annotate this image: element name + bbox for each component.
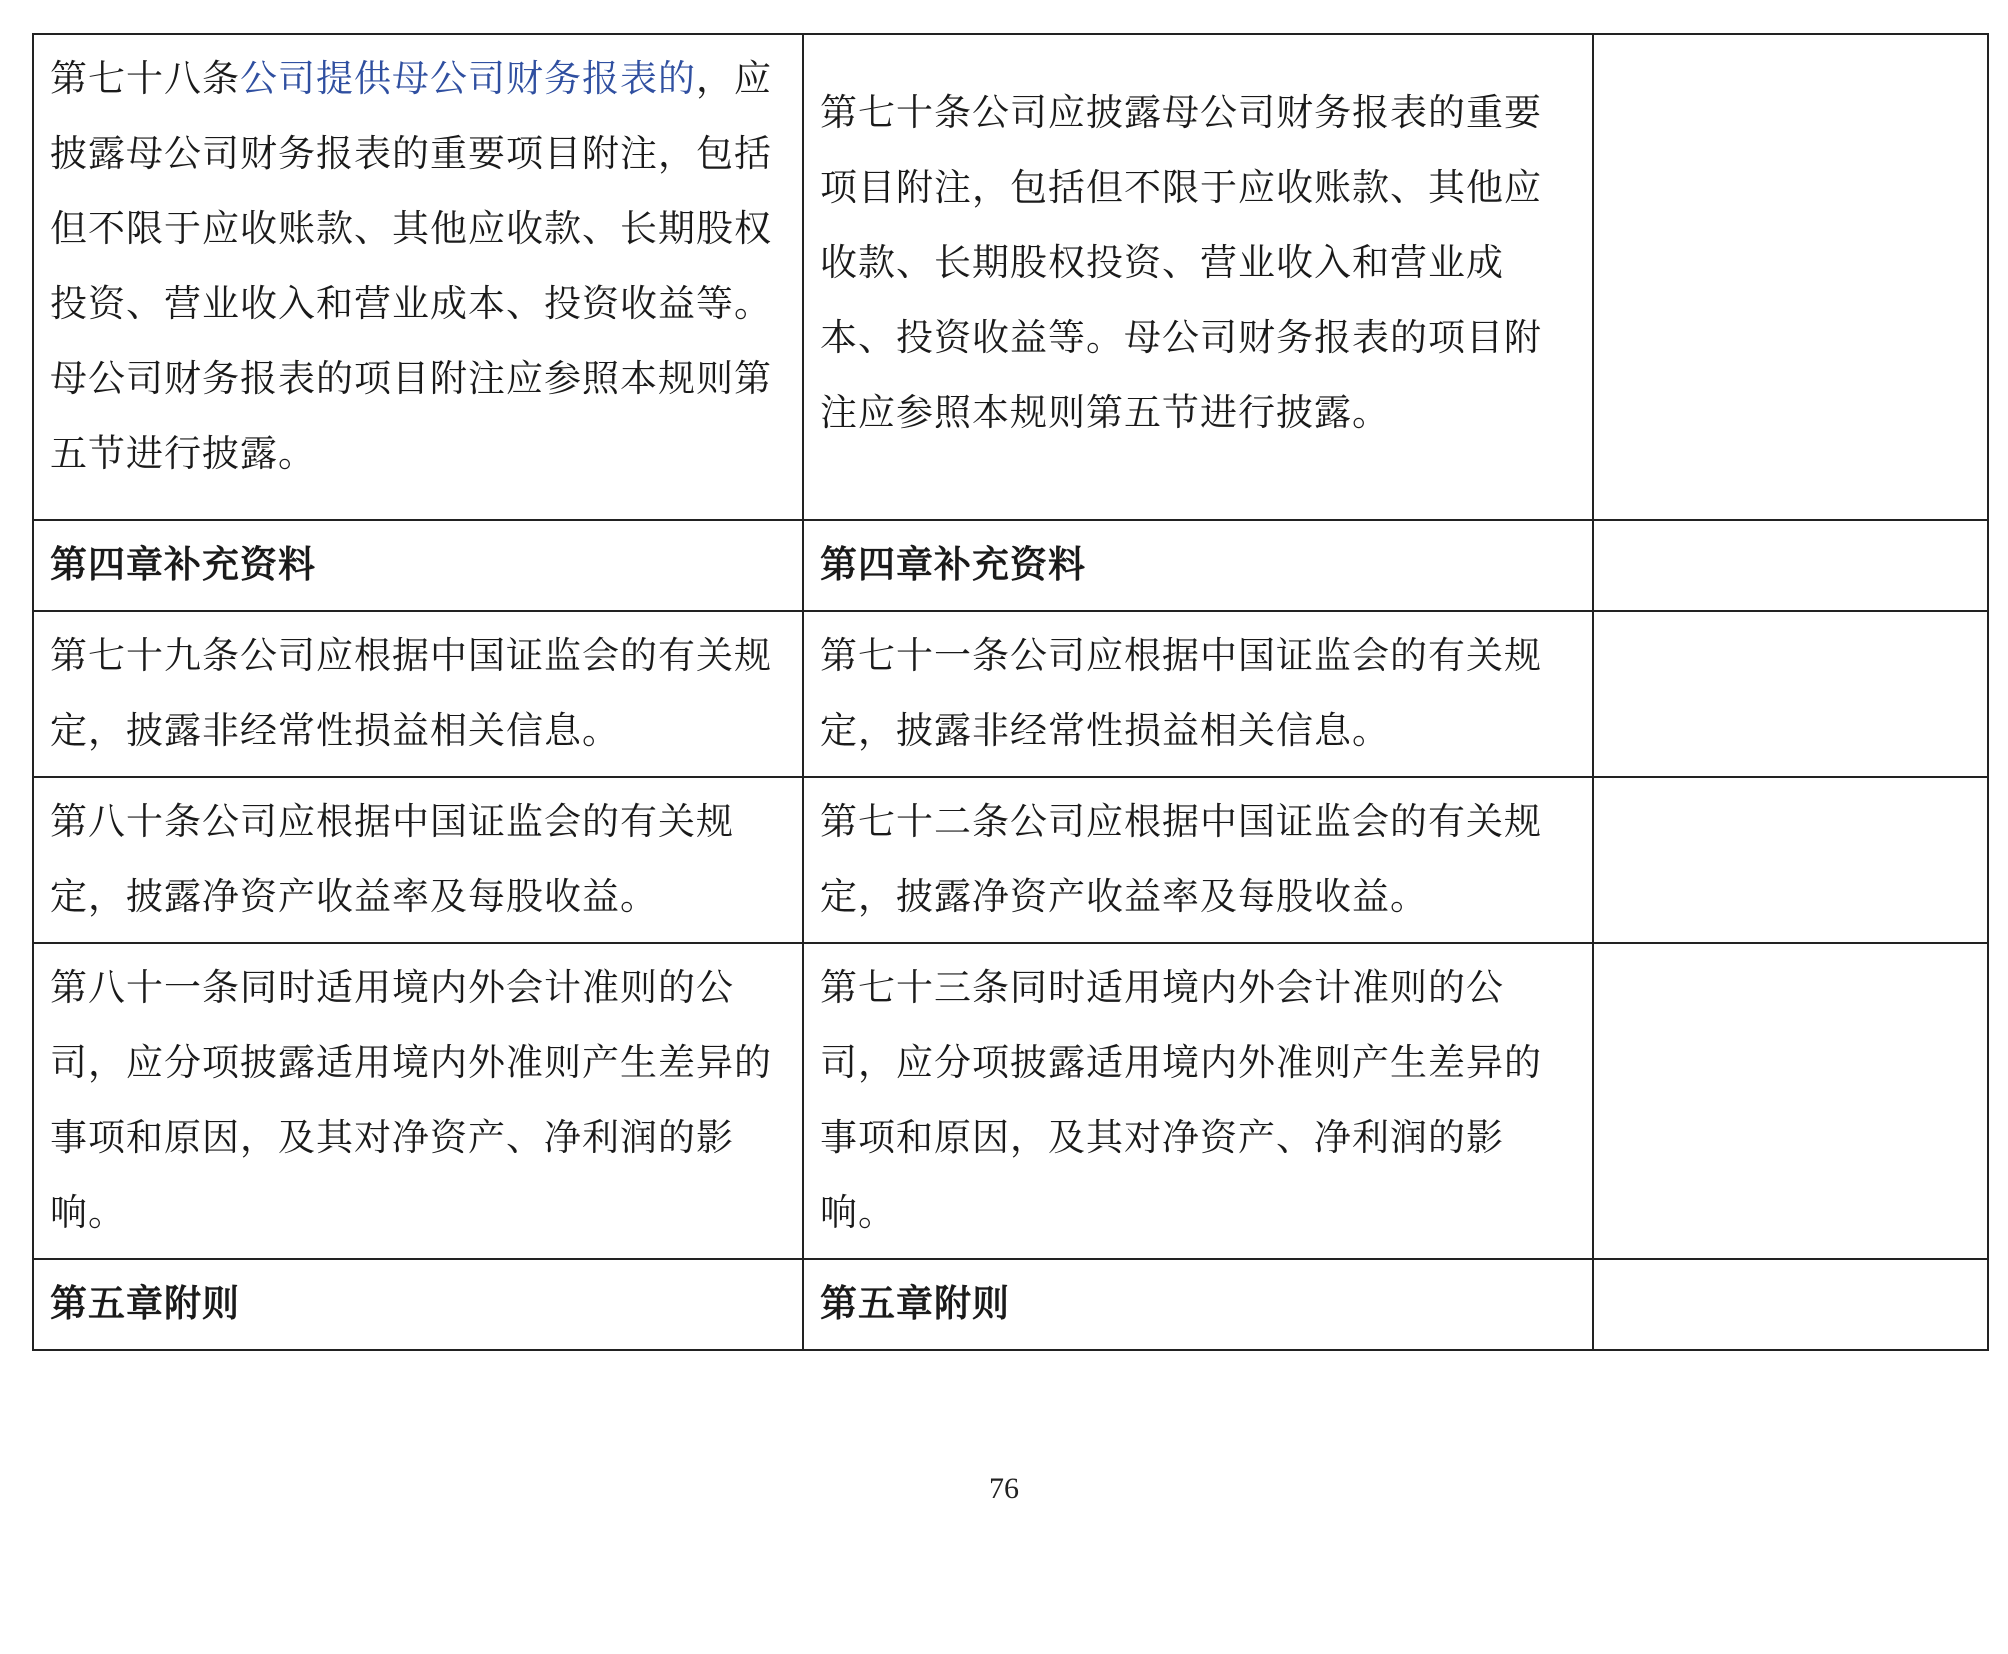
note-cell <box>1593 611 1988 777</box>
highlighted-text: 公司提供母公司财务报表的 <box>240 57 696 100</box>
revised-chapter-heading: 第五章附则 <box>803 1259 1593 1350</box>
note-cell <box>1593 1259 1988 1350</box>
page-number: 76 <box>989 1472 1019 1505</box>
table-row <box>33 611 1988 777</box>
table-row-chapter-heading <box>33 1259 1988 1350</box>
revised-clause-cell: 第七十二条公司应根据中国证监会的有关规定，披露净资产收益率及每股收益。 <box>803 777 1593 943</box>
original-chapter-heading: 第四章补充资料 <box>33 520 803 611</box>
note-cell <box>1593 777 1988 943</box>
comparison-table <box>32 33 1989 1351</box>
note-cell <box>1593 34 1988 520</box>
clause-number: 第七十八条 <box>50 57 240 100</box>
revised-clause-cell: 第七十条公司应披露母公司财务报表的重要项目附注，包括但不限于应收账款、其他应收款、长期股权投资、营业收入和营业成本、投资收益等。母公司财务报表的项目附注应参照本规则第五节进行披露。 <box>803 34 1593 520</box>
revised-clause-cell: 第七十一条公司应根据中国证监会的有关规定，披露非经常性损益相关信息。 <box>803 611 1593 777</box>
table-row <box>33 943 1988 1259</box>
revised-chapter-heading: 第四章补充资料 <box>803 520 1593 611</box>
original-clause-cell: 第八十条公司应根据中国证监会的有关规定，披露净资产收益率及每股收益。 <box>33 777 803 943</box>
table-row <box>33 777 1988 943</box>
original-clause-cell: 第八十一条同时适用境内外会计准则的公司，应分项披露适用境内外准则产生差异的事项和原因，及其对净资产、净利润的影响。 <box>33 943 803 1259</box>
original-clause-cell <box>33 34 803 520</box>
table-row-chapter-heading <box>33 520 1988 611</box>
clause-text: ，应披露母公司财务报表的重要项目附注，包括但不限于应收账款、其他应收款、长期股权投资、营业收入和营业成本、投资收益等。母公司财务报表的项目附注应参照本规则第五节进行披露。 <box>50 57 772 475</box>
original-clause-cell: 第七十九条公司应根据中国证监会的有关规定，披露非经常性损益相关信息。 <box>33 611 803 777</box>
table-row <box>33 34 1988 520</box>
note-cell <box>1593 520 1988 611</box>
note-cell <box>1593 943 1988 1259</box>
revised-clause-cell: 第七十三条同时适用境内外会计准则的公司，应分项披露适用境内外准则产生差异的事项和原因，及其对净资产、净利润的影响。 <box>803 943 1593 1259</box>
original-chapter-heading: 第五章附则 <box>33 1259 803 1350</box>
